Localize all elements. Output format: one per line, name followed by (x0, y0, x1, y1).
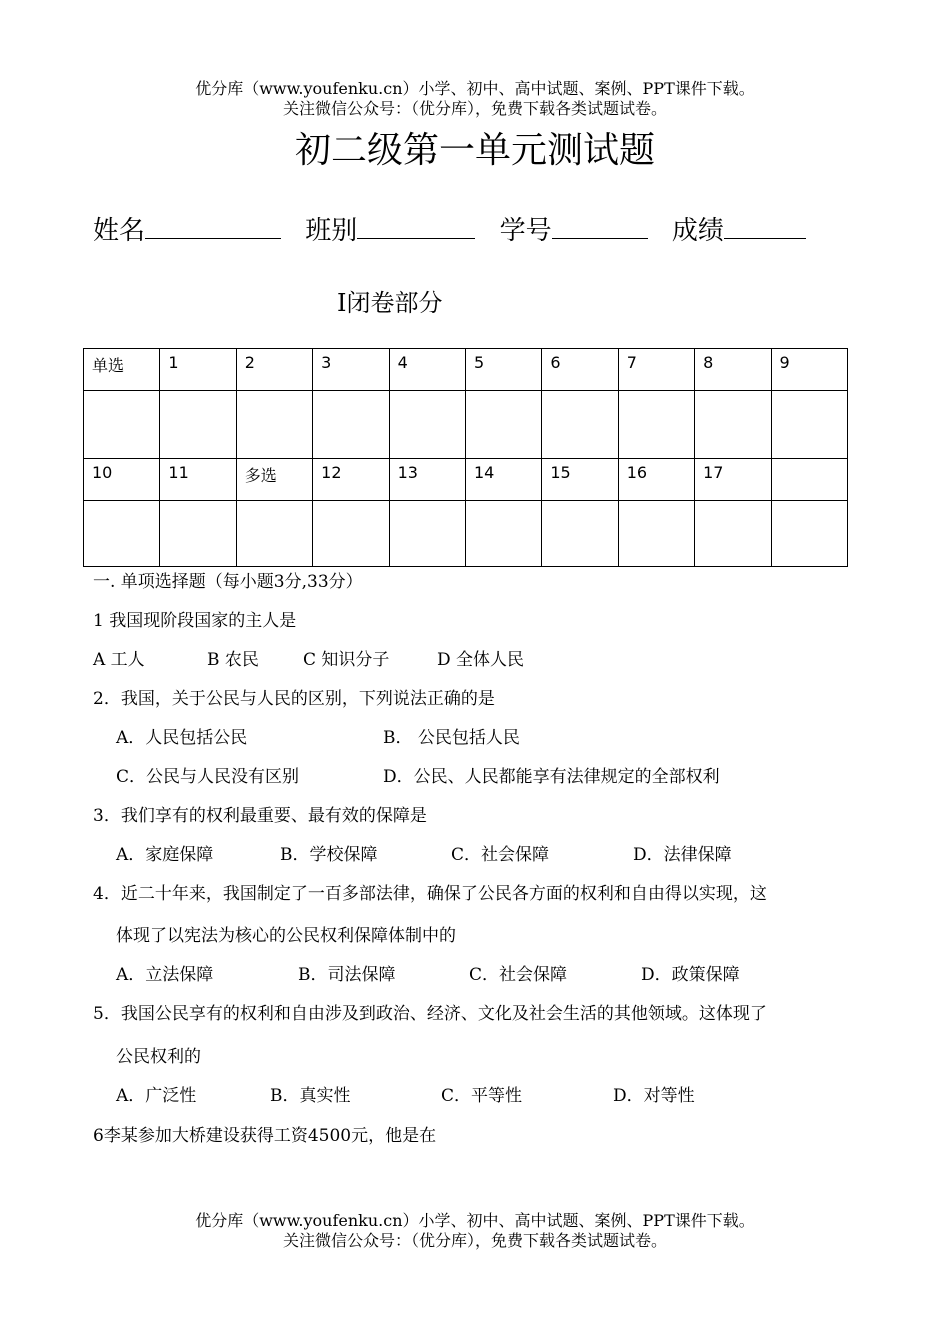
question-1-option-d: D 全体人民 (437, 650, 525, 670)
question-5-option-b: B．真实性 (270, 1086, 351, 1106)
grid-cell: 7 (618, 349, 694, 391)
question-4-option-b: B．司法保障 (298, 965, 396, 985)
grid-cell: 16 (618, 459, 694, 501)
question-3-option-b: B．学校保障 (280, 845, 378, 865)
question-5-stem-continued: 公民权利的 (116, 1047, 201, 1067)
grid-header-row-2 (84, 459, 848, 501)
answer-cell[interactable] (618, 391, 694, 459)
student-info-fields (93, 212, 822, 249)
answer-cell[interactable] (542, 391, 618, 459)
answer-cell[interactable] (236, 501, 312, 567)
answer-cell[interactable] (84, 391, 160, 459)
question-5-option-c: C．平等性 (441, 1086, 523, 1106)
footer-line-1: 优分库（www.youfenku.cn）小学、初中、高中试题、案例、PPT课件下载。 (195, 1211, 755, 1230)
grid-cell: 8 (695, 349, 771, 391)
grid-cell: 3 (313, 349, 389, 391)
grid-cell: 4 (389, 349, 465, 391)
grid-cell: 15 (542, 459, 618, 501)
question-3-stem: 3．我们享有的权利最重要、最有效的保障是 (93, 806, 427, 826)
question-6-stem: 6李某参加大桥建设获得工资4500元，他是在 (93, 1126, 437, 1146)
answer-grid (83, 348, 848, 567)
question-3-option-d: D．法律保障 (633, 845, 732, 865)
grid-cell: 14 (465, 459, 541, 501)
student-id-blank[interactable] (552, 212, 648, 239)
answer-cell[interactable] (618, 501, 694, 567)
answer-cell[interactable] (465, 501, 541, 567)
class-label: 班别 (305, 216, 358, 246)
grid-cell: 2 (236, 349, 312, 391)
question-2-option-b: B． 公民包括人民 (383, 728, 520, 748)
answer-cell[interactable] (695, 501, 771, 567)
grid-cell: 17 (695, 459, 771, 501)
question-2-stem: 2．我国，关于公民与人民的区别，下列说法正确的是 (93, 689, 495, 709)
question-2-option-c: C．公民与人民没有区别 (116, 767, 300, 787)
answer-cell[interactable] (313, 501, 389, 567)
answer-cell[interactable] (771, 391, 847, 459)
question-3-option-c: C．社会保障 (451, 845, 550, 865)
question-2-option-d: D．公民、人民都能享有法律规定的全部权利 (383, 767, 720, 787)
grid-cell: 多选 (236, 459, 312, 501)
answer-cell[interactable] (542, 501, 618, 567)
grid-cell: 6 (542, 349, 618, 391)
grid-cell: 5 (465, 349, 541, 391)
name-blank[interactable] (145, 212, 281, 239)
question-3-option-a: A．家庭保障 (116, 845, 214, 865)
answer-cell[interactable] (160, 391, 236, 459)
question-4-option-c: C．社会保障 (469, 965, 568, 985)
header-line-1: 优分库（www.youfenku.cn）小学、初中、高中试题、案例、PPT课件下载。 (195, 79, 755, 98)
answer-cell[interactable] (389, 391, 465, 459)
question-1-option-a: A 工人 (93, 650, 145, 670)
grid-cell: 9 (771, 349, 847, 391)
grid-answer-row-1 (84, 391, 848, 459)
grid-cell: 10 (84, 459, 160, 501)
question-2-option-a: A．人民包括公民 (116, 728, 248, 748)
question-4-option-d: D．政策保障 (641, 965, 740, 985)
answer-cell[interactable] (313, 391, 389, 459)
grid-answer-row-2 (84, 501, 848, 567)
page-title: 初二级第一单元测试题 (294, 130, 655, 171)
grid-header-row-1 (84, 349, 848, 391)
grid-cell (771, 459, 847, 501)
class-blank[interactable] (357, 212, 475, 239)
question-1-option-c: C 知识分子 (303, 650, 390, 670)
grid-cell: 11 (160, 459, 236, 501)
answer-cell[interactable] (236, 391, 312, 459)
question-1-stem: 1 我国现阶段国家的主人是 (93, 611, 297, 631)
question-1-option-b: B 农民 (207, 650, 259, 670)
name-label: 姓名 (93, 216, 146, 246)
answer-cell[interactable] (465, 391, 541, 459)
answer-cell[interactable] (160, 501, 236, 567)
question-5-stem: 5．我国公民享有的权利和自由涉及到政治、经济、文化及社会生活的其他领域。这体现了 (93, 1004, 767, 1024)
answer-cell[interactable] (695, 391, 771, 459)
answer-cell[interactable] (389, 501, 465, 567)
part-one-heading: 一. 单项选择题（每小题3分,33分） (93, 572, 363, 592)
section-title: Ⅰ闭卷部分 (337, 289, 443, 317)
question-4-stem-continued: 体现了以宪法为核心的公民权利保障体制中的 (116, 926, 456, 946)
question-4-option-a: A．立法保障 (116, 965, 214, 985)
grid-cell: 12 (313, 459, 389, 501)
grid-cell: 1 (160, 349, 236, 391)
footer-line-2: 关注微信公众号：（优分库），免费下载各类试题试卷。 (282, 1231, 667, 1250)
answer-cell[interactable] (84, 501, 160, 567)
student-id-label: 学号 (499, 216, 552, 246)
answer-cell[interactable] (771, 501, 847, 567)
grid-cell: 单选 (84, 349, 160, 391)
score-label: 成绩 (671, 216, 724, 246)
header-line-2: 关注微信公众号：（优分库），免费下载各类试题试卷。 (282, 99, 667, 118)
grid-cell: 13 (389, 459, 465, 501)
question-5-option-a: A．广泛性 (116, 1086, 197, 1106)
score-blank[interactable] (724, 212, 806, 239)
question-4-stem: 4．近二十年来，我国制定了一百多部法律，确保了公民各方面的权利和自由得以实现，这 (93, 884, 767, 904)
question-5-option-d: D．对等性 (613, 1086, 695, 1106)
